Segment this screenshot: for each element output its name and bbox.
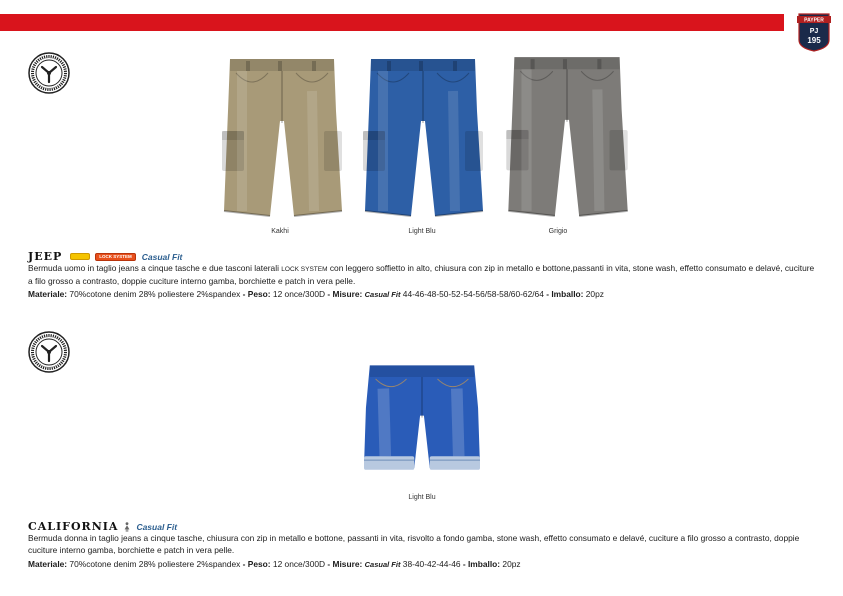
caption-kakhi: Kakhi	[271, 228, 289, 235]
caption-california-light-blu: Light Blu	[408, 494, 436, 501]
jeep-spec-line	[28, 289, 604, 300]
california-misure-fit: Casual Fit	[364, 560, 401, 569]
registered-model-seal-2	[28, 331, 70, 373]
brand-badge-top: PAYPER	[804, 17, 824, 24]
california-peso-label: - Peso:	[242, 559, 271, 569]
brand-badge-mid: PJ	[809, 28, 819, 35]
jeep-peso-label: - Peso:	[242, 289, 271, 299]
california-fit-label: Casual Fit	[136, 521, 178, 532]
brand-badge-bottom: 195	[807, 36, 821, 45]
jeep-light-blu-image	[362, 51, 484, 221]
lock-system-badge: LOCK SYSTEM	[95, 253, 136, 261]
jeep-desc-part-1: Bermuda uomo in taglio jeans a cinque tasche e due tasconi laterali	[28, 263, 282, 273]
caption-light-blu: Light Blu	[408, 228, 436, 235]
jeep-imballo-label: - Imballo:	[546, 289, 584, 299]
california-imballo: 20pz	[500, 559, 521, 569]
jeep-materiale-label: Materiale:	[28, 289, 68, 299]
jeep-title-row	[28, 250, 182, 263]
jeep-feature-badge	[70, 253, 90, 260]
caption-grigio: Grigio	[548, 228, 568, 235]
california-light-blu-image	[364, 359, 480, 481]
california-spec-line	[28, 559, 521, 570]
jeep-desc-part-2: con leggero soffietto in alto, chiusura con zip in metallo e bottone,passanti in vita, stone wash, effetto consumato e delavé, cuciture a filo grosso a contrasto, doppie cuciture interno gamba, borchiette e patch in vera pelle.	[28, 263, 815, 286]
jeep-fit-label: Casual Fit	[141, 251, 183, 262]
registered-model-seal	[28, 52, 70, 94]
california-model-name: CALIFORNIA	[28, 520, 119, 533]
california-imballo-label: - Imballo:	[462, 559, 501, 569]
california-materiale-label: Materiale:	[28, 559, 68, 569]
california-misure: 38-40-42-44-46	[400, 559, 463, 569]
california-peso: 12 once/300D	[270, 559, 328, 569]
california-description: Bermuda donna in taglio jeans a cinque tasche, chiusura con zip in metallo e bottone, passanti in vita, risvolto a fondo gamba, stone wash, effetto consumato e delavé, cuciture a filo grosso a contrasto, doppie cuciture interno gamba, borchiette e patch in vera pelle.	[28, 533, 800, 555]
california-title-row	[28, 520, 177, 533]
jeep-materiale: 70%cotone denim 28% poliestere 2%spandex	[67, 289, 243, 299]
jeep-misure: 44-46-48-50-52-54-56/58-58/60-62/64	[400, 289, 547, 299]
jeep-grigio-image	[505, 49, 629, 221]
jeep-model-name: JEEP	[28, 250, 63, 263]
jeep-peso: 12 once/300D	[270, 289, 328, 299]
california-misure-label: - Misure:	[327, 559, 363, 569]
header-red-bar	[0, 14, 784, 31]
jeep-desc-lock-system: LOCK SYSTEM	[281, 266, 328, 273]
california-materiale: 70%cotone denim 28% poliestere 2%spandex	[67, 559, 243, 569]
jeep-kakhi-image	[220, 51, 344, 221]
brand-logo	[795, 12, 833, 52]
jeep-misure-fit: Casual Fit	[364, 290, 401, 299]
jeep-misure-label: - Misure:	[327, 289, 363, 299]
jeep-description	[28, 263, 818, 287]
woman-icon	[124, 522, 130, 532]
jeep-imballo: 20pz	[583, 289, 604, 299]
